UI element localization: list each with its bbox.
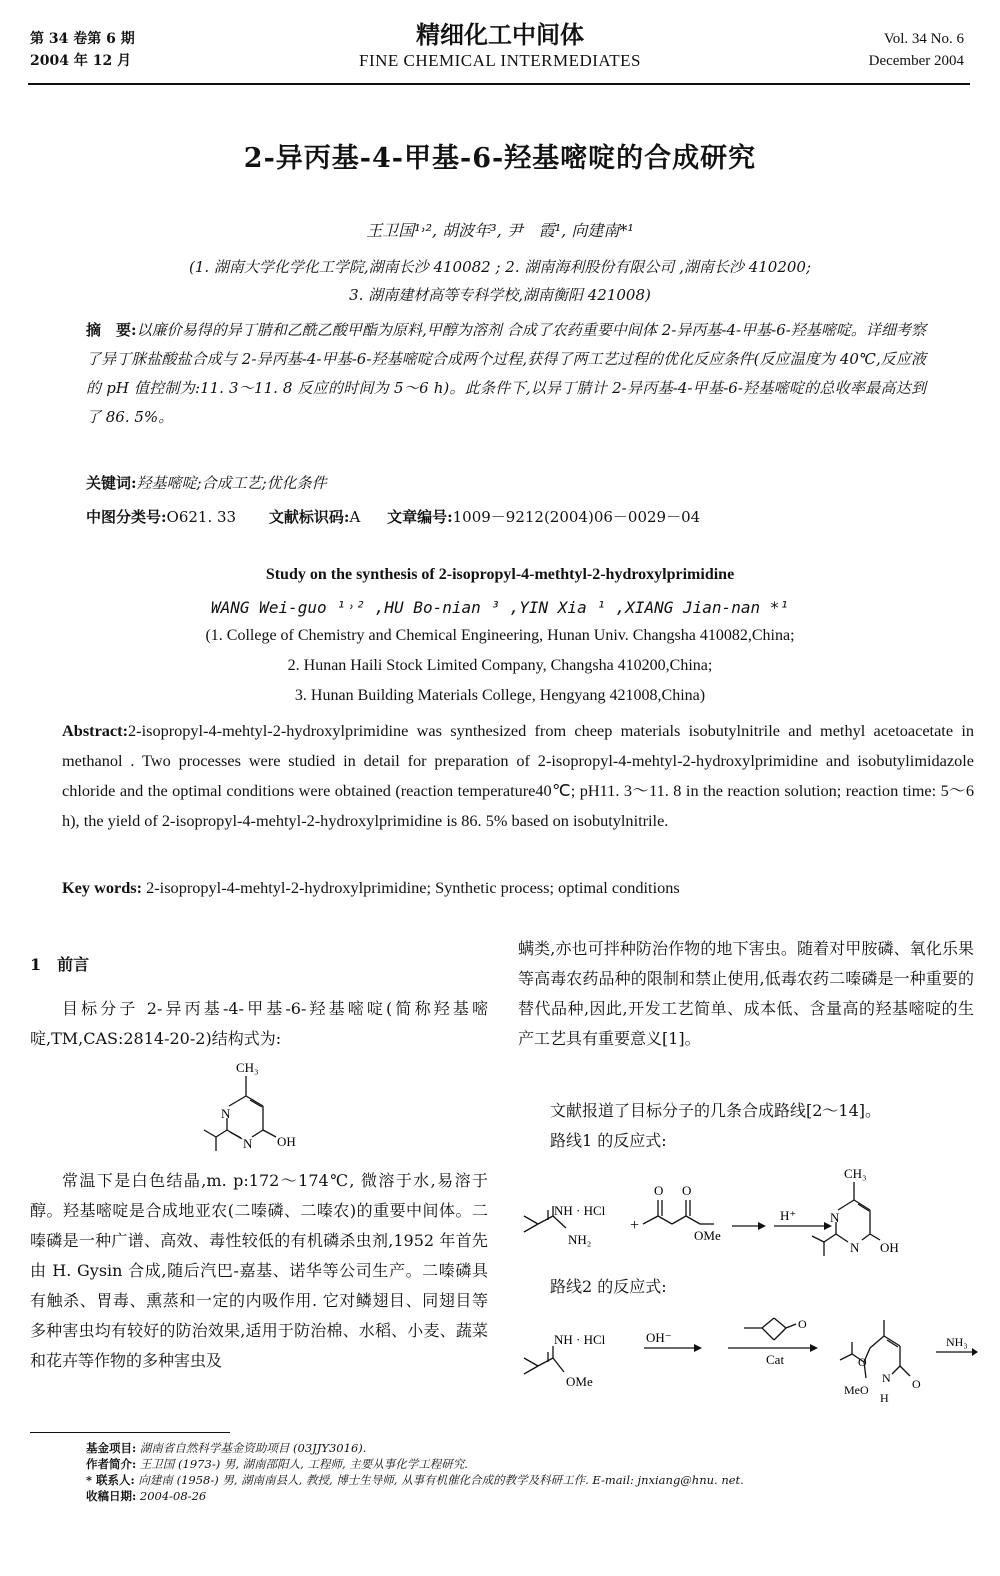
- classification-line: [86, 506, 700, 527]
- route1-label: 路线1 的反应式:: [550, 1131, 667, 1150]
- paragraph-target-molecule: 目标分子 2-异丙基-4-甲基-6-羟基嘧啶(简称羟基嘧啶,TM,CAS:2814-20-2)结构式为:: [30, 999, 488, 1048]
- affiliation-en-2: 2. Hunan Haili Stock Limited Company, Changsha 410200,China;: [287, 657, 713, 674]
- label-nh3: NH₃: [946, 1335, 968, 1349]
- issue-date-en: December 2004: [868, 53, 964, 69]
- article-number-label: 文章编号:: [387, 508, 453, 526]
- issue-info: [30, 28, 135, 72]
- abstract-en-text: 2-isopropyl-4-mehtyl-2-hydroxylprimidine was synthesized from cheep materials isobutylnitrile and methyl acetoacetate in methanol . Two processes were studied in detail for preparation of 2-isopropyl-4-mehtyl-2-hydroxylprimidine and isobutylimidazole chloride and the optimal conditions were obtained (reaction temperature40℃; pH11. 3～11. 8 in the reaction solution; reaction time: 5～6 h), the yield of 2-isopropyl-4-mehtyl-2-hydroxylprimidine is 86. 5% based on isobutylnitrile.: [62, 721, 974, 830]
- keywords-cn-label: 关键词:: [86, 474, 137, 492]
- keywords-cn: [86, 472, 327, 493]
- label-oh: OH: [880, 1240, 899, 1255]
- keywords-en-text: 2-isopropyl-4-mehtyl-2-hydroxylprimidine; Synthetic process; optimal conditions: [146, 878, 680, 897]
- footnote-fund-label: 基金项目:: [86, 1441, 137, 1455]
- section-heading: 1 前言: [30, 955, 90, 974]
- keywords-en: [62, 878, 680, 898]
- label-o: O: [858, 1355, 867, 1369]
- label-n: N: [882, 1371, 891, 1385]
- footnote-contact-text: 向建南 (1958-) 男, 湖南南县人, 教授, 博士生导师, 从事有机催化合成的教学及科研工作. E-mail: jnxiang@hnu. net.: [138, 1473, 744, 1487]
- label-o: O: [654, 1183, 664, 1198]
- label-h: H: [880, 1391, 889, 1405]
- issue-volume-en: Vol. 34 No. 6: [883, 31, 964, 47]
- label-meo: MeO: [844, 1383, 869, 1397]
- abstract-en: [62, 716, 974, 836]
- paragraph-properties: 常温下是白色结晶,m. p:172～174℃, 微溶于水,易溶于醇。羟基嘧啶是合成地亚农(二嗪磷、二嗪农)的重要中间体。二嗪磷是一种广谱、高效、毒性较低的有机磷杀虫剂,1952 年首先由 H. Gysin 合成,随后汽巴-嘉基、诺华等公司生产。二嗪磷具有触杀、胃毒、熏蒸和一定的内吸作用. 它对鳞翅目、同翅目等多种害虫均有较好的防治效果,适用于防治棉、水稻、小麦、蔬菜和花卉等作物的多种害虫及: [30, 1171, 488, 1370]
- footnote-fund: [86, 1440, 744, 1456]
- footnote-rule: [30, 1432, 230, 1433]
- affiliation-cn-1: (1. 湖南大学化学化工学院,湖南长沙 410082 ; 2. 湖南海利股份有限公司 ,湖南长沙 410200;: [188, 258, 812, 276]
- label-ome: OMe: [694, 1228, 721, 1243]
- journal-name: [300, 20, 700, 72]
- label-nh2: NH₂: [568, 1232, 592, 1247]
- footnotes: [86, 1440, 744, 1504]
- label-nh-hcl: NH · HCl: [554, 1332, 606, 1347]
- doc-code: A: [349, 508, 361, 526]
- paragraph-routes: 文献报道了目标分子的几条合成路线[2～14]。: [550, 1101, 882, 1120]
- label-o: O: [798, 1317, 807, 1331]
- doc-code-label: 文献标识码:: [268, 508, 350, 526]
- route1-scheme: [518, 1160, 978, 1274]
- authors-cn: 王卫国¹˒², 胡波年³, 尹 霞¹, 向建南*¹: [366, 221, 634, 240]
- label-o: O: [912, 1377, 921, 1391]
- label-ch3: CH₃: [844, 1166, 867, 1181]
- label-o: O: [682, 1183, 692, 1198]
- abstract-cn-label: 摘 要:: [86, 321, 137, 339]
- affiliation-en-1: (1. College of Chemistry and Chemical Engineering, Hunan Univ. Changsha 410082,China;: [205, 627, 795, 644]
- footnote-author: [86, 1456, 744, 1472]
- label-n: N: [243, 1136, 253, 1151]
- issue-info-en: [869, 28, 964, 72]
- paper-title: 2-异丙基-4-甲基-6-羟基嘧啶的合成研究: [243, 143, 757, 174]
- paper-title-en: Study on the synthesis of 2-isopropyl-4-methtyl-2-hydroxylprimidine: [265, 566, 735, 583]
- paragraph-significance: 螨类,亦也可拌种防治作物的地下害虫。随着对甲胺磷、氧化乐果等高毒农药品种的限制和禁止使用,低毒农药二嗪磷是一种重要的替代品种,因此,开发工艺简单、成本低、含量高的羟基嘧啶的生产工艺具有重要意义[1]。: [518, 939, 974, 1048]
- footnote-date-text: 2004-08-26: [139, 1489, 207, 1503]
- abstract-en-label: Abstract:: [62, 721, 129, 740]
- authors-en: WANG Wei-guo ¹˒² ,HU Bo-nian ³ ,YIN Xia ¹ ,XIANG Jian-nan *¹: [211, 598, 789, 617]
- label-ome: OMe: [566, 1374, 593, 1389]
- label-h-plus: H⁺: [780, 1208, 797, 1223]
- label-n: N: [221, 1106, 231, 1121]
- footnote-date: [86, 1488, 744, 1504]
- footnote-fund-text: 湖南省自然科学基金资助项目 (03JJY3016).: [139, 1441, 367, 1455]
- affiliation-cn-2: 3. 湖南建材高等专科学校,湖南衡阳 421008): [349, 286, 651, 304]
- label-ch3: CH₃: [236, 1060, 259, 1075]
- footnote-contact: [86, 1472, 744, 1488]
- footnote-contact-label: * 联系人:: [86, 1473, 135, 1487]
- header-rule: [28, 83, 970, 85]
- issue-date: 2004 年 12 月: [30, 53, 132, 69]
- issue-volume: 第 34 卷第 6 期: [30, 31, 135, 47]
- label-oh-minus: OH⁻: [646, 1330, 672, 1345]
- keywords-en-label: Key words:: [62, 878, 143, 897]
- label-n: N: [830, 1210, 840, 1225]
- keywords-cn-text: 羟基嘧啶;合成工艺;优化条件: [136, 474, 327, 492]
- journal-name-cn: 精细化工中间体: [416, 20, 584, 49]
- label-n: N: [850, 1240, 860, 1255]
- label-cat: Cat: [766, 1352, 785, 1367]
- structure-hydroxypyrimidine: [196, 1056, 326, 1162]
- abstract-cn-text: 以廉价易得的异丁腈和乙酰乙酸甲酯为原料,甲醇为溶剂 合成了农药重要中间体 2-异丙基-4-甲基-6-羟基嘧啶。详细考察了异丁脒盐酸盐合成与 2-异丙基-4-甲基-6-羟基嘧啶合成两个过程,获得了两工艺过程的优化反应条件(反应温度为 40℃,反应液的 pH 值控制为:11. 3～11. 8 反应的时间为 5～6 h)。此条件下,以异丁腈计 2-异丙基-4-甲基-6-羟基嘧啶的总收率最高达到了 86. 5%。: [86, 321, 926, 426]
- label-nh-hcl: NH · HCl: [554, 1203, 606, 1218]
- affiliation-en-3: 3. Hunan Building Materials College, Hengyang 421008,China): [294, 687, 706, 704]
- clc-label: 中图分类号:: [86, 508, 167, 526]
- article-number: 1009－9212(2004)06－0029－04: [452, 508, 701, 526]
- route2-label: 路线2 的反应式:: [550, 1277, 667, 1296]
- label-oh: OH: [277, 1134, 296, 1149]
- footnote-date-label: 收稿日期:: [86, 1489, 137, 1503]
- route2-scheme: [518, 1306, 978, 1416]
- journal-name-en: FINE CHEMICAL INTERMEDIATES: [358, 51, 642, 70]
- abstract-cn: [86, 316, 926, 432]
- label-plus: +: [630, 1217, 640, 1234]
- footnote-author-label: 作者简介:: [86, 1457, 137, 1471]
- footnote-author-text: 王卫国 (1973-) 男, 湖南邵阳人, 工程师, 主要从事化学工程研究.: [139, 1457, 468, 1471]
- clc-number: O621. 33: [166, 508, 237, 526]
